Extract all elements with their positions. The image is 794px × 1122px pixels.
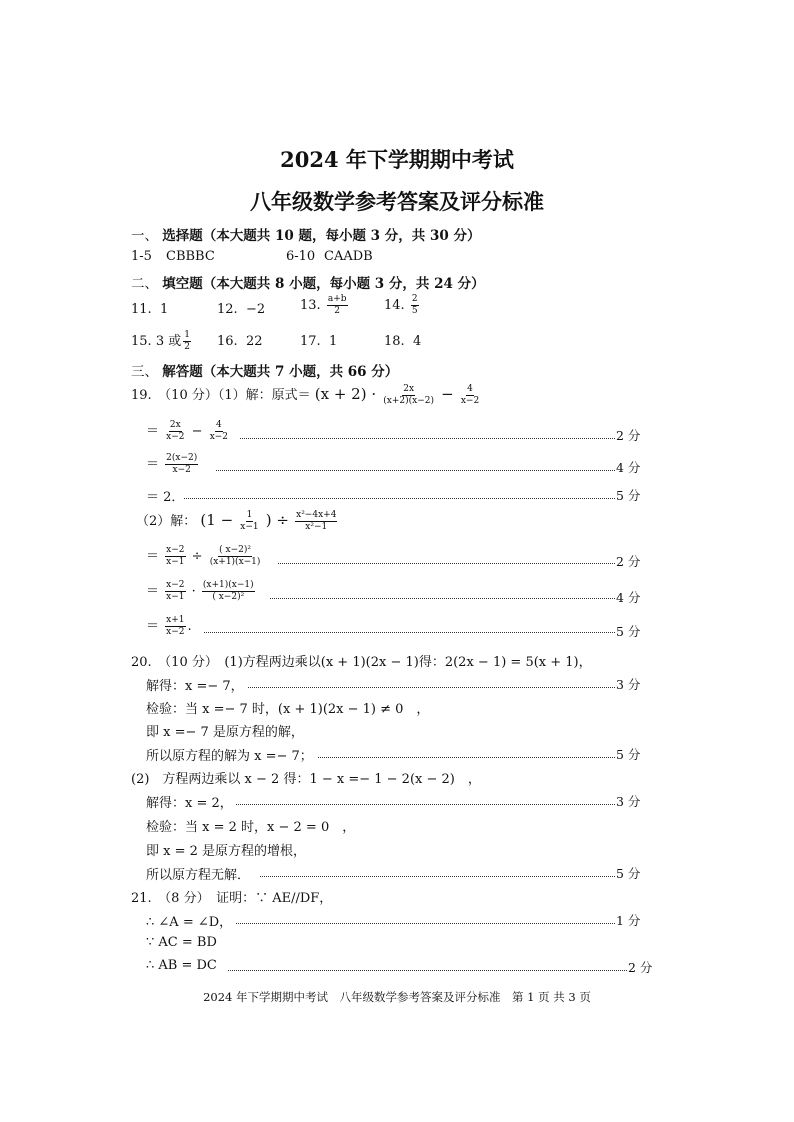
numerator: 2x — [403, 384, 415, 394]
score-leader — [278, 563, 615, 564]
numerator: 4 — [467, 384, 473, 394]
section-note: （本大题共 8 小题，每小题 3 分，共 24 分） — [202, 276, 485, 292]
q19-part2-step1 — [146, 545, 263, 568]
numerator: 2 — [411, 294, 418, 304]
q12-answer: −2 — [245, 302, 266, 317]
denominator: 2 — [334, 306, 341, 316]
q20-line: 所以原方程的解为 x =− 7； — [146, 749, 313, 764]
q17-answer: 1 — [328, 334, 338, 349]
fraction — [239, 510, 259, 533]
fraction — [165, 453, 198, 476]
q16-label: 16. — [217, 334, 238, 349]
section-note: （本大题共 10 题，每小题 3 分，共 30 分） — [202, 228, 481, 244]
section-number: 一、 — [131, 228, 158, 244]
q18 — [384, 334, 421, 349]
denominator: (x+2)(x−2) — [383, 396, 434, 406]
q11-answer: 1 — [159, 302, 169, 317]
fraction — [202, 580, 255, 603]
fraction — [165, 580, 185, 603]
equals-sign: ＝ — [146, 619, 160, 634]
fraction — [209, 420, 229, 443]
score-mark: 5 分 — [616, 747, 641, 762]
section-number: 二、 — [131, 276, 158, 292]
q14-fraction — [411, 294, 419, 317]
score-leader — [260, 876, 615, 877]
q15-label: 15. — [131, 334, 152, 349]
q20-head: 20. （10 分） (1)方程两边乘以(x + 1)(2x − 1)得：2(2x − 1) = 5(x + 1)， — [131, 655, 592, 670]
score-mark: 5 分 — [616, 488, 641, 503]
score-mark: 3 分 — [616, 794, 641, 809]
q14 — [384, 294, 421, 317]
score-mark: 2 分 — [616, 554, 641, 569]
denominator: x−1 — [166, 557, 185, 567]
q19-step3: ＝ 2． — [146, 490, 185, 505]
q19-step2 — [146, 453, 200, 476]
choice-range-1: 1-5 — [131, 249, 152, 264]
q13 — [300, 294, 350, 317]
equals-sign: ＝ — [146, 424, 160, 439]
score-mark: 2 分 — [616, 428, 641, 443]
q21-line: ∵ AC = BD — [146, 935, 217, 950]
q19-label: 19. （10 分）（1）解：原式＝ — [131, 388, 311, 403]
denominator: x−2 — [209, 432, 229, 442]
score-mark: 1 分 — [616, 913, 641, 928]
divide-sign: ÷ — [191, 549, 203, 564]
denominator: 5 — [411, 306, 418, 316]
section-note: （本大题共 7 小题，共 66 分） — [202, 364, 399, 380]
q15-answer-prefix: 3 或 — [155, 334, 182, 349]
denominator: ( x−2)² — [212, 592, 245, 602]
q20-part2: (2) 方程两边乘以 x − 2 得：1 − x =− 1 − 2(x − 2) ， — [131, 772, 481, 787]
numerator: 2x — [169, 420, 181, 430]
fraction — [209, 545, 262, 568]
period: . — [187, 619, 192, 634]
score-leader — [236, 923, 615, 924]
q19-part2-step2 — [146, 580, 257, 603]
section-name: 填空题 — [162, 276, 203, 292]
q18-answer: 4 — [412, 334, 422, 349]
q20-line: 所以原方程无解． — [146, 868, 251, 883]
page-footer: 2024 年下学期期中考试 八年级数学参考答案及评分标准 第 1 页 共 3 页 — [203, 990, 591, 1004]
part-label: （2）解： — [136, 514, 197, 529]
score-leader — [270, 598, 615, 599]
denominator: x²−1 — [305, 522, 328, 532]
q20-line: 检验：当 x =− 7 时，(x + 1)(2x − 1) ≠ 0 ， — [146, 702, 430, 717]
q11 — [131, 302, 168, 317]
q21-head: 21. （8 分） 证明：∵ AE//DF， — [131, 891, 333, 906]
numerator: x²−4x+4 — [296, 510, 337, 520]
q11-label: 11. — [131, 302, 152, 317]
numerator: x−2 — [166, 545, 185, 555]
fraction — [382, 384, 435, 407]
score-mark: 3 分 — [616, 677, 641, 692]
q16 — [217, 334, 263, 349]
numerator: 4 — [215, 420, 222, 430]
q20-line: 即 x = 2 是原方程的增根， — [146, 844, 307, 859]
q13-label: 13. — [300, 298, 321, 313]
q21-line: ∴ AB = DC — [146, 958, 217, 973]
numerator: 2(x−2) — [166, 453, 198, 463]
fraction — [460, 384, 480, 407]
section-fill-heading — [131, 272, 485, 292]
score-leader — [318, 757, 615, 758]
q17 — [300, 334, 337, 349]
q18-label: 18. — [384, 334, 405, 349]
q20-line: 检验：当 x = 2 时，x − 2 = 0 ， — [146, 820, 356, 835]
math-factor: (x + 2) · — [314, 385, 377, 403]
numerator: 1 — [246, 510, 253, 520]
numerator: a+b — [327, 294, 347, 304]
equals-sign: ＝ — [146, 584, 160, 599]
section-name: 解答题 — [162, 364, 203, 380]
q15-fraction — [183, 330, 191, 353]
denominator: x−2 — [166, 627, 185, 637]
denominator: (x+1)(x−1) — [209, 557, 261, 567]
denominator: x−1 — [240, 522, 259, 532]
q19-part1-head — [131, 384, 482, 407]
equals-sign: ＝ — [146, 549, 160, 564]
denominator: x−1 — [166, 592, 185, 602]
math-open: (1 − — [200, 511, 234, 529]
denominator: x−2 — [172, 465, 191, 475]
exam-title: 2024 年下学期期中考试 — [280, 147, 514, 172]
fraction — [165, 545, 185, 568]
score-leader — [216, 470, 615, 471]
q20-line: 解得：x =− 7， — [146, 679, 244, 694]
q19-part2-head — [136, 510, 339, 533]
section-name: 选择题 — [162, 228, 203, 244]
numerator: x+1 — [166, 615, 185, 625]
multiply-sign: · — [191, 584, 196, 599]
numerator: x−2 — [166, 580, 185, 590]
denominator: 2 — [184, 342, 190, 352]
q19-part2-step3 — [146, 615, 192, 638]
fraction — [295, 510, 337, 533]
score-leader — [240, 438, 615, 439]
q21-line: ∴ ∠A = ∠D， — [146, 915, 233, 930]
section-choice-heading — [131, 224, 480, 244]
choice-answers-1: CBBBC — [166, 249, 215, 264]
q13-fraction — [327, 294, 348, 317]
numerator: (x+1)(x−1) — [202, 580, 254, 590]
q20-line: 即 x =− 7 是原方程的解， — [146, 725, 304, 740]
q15 — [131, 330, 193, 353]
q20-line: 解得：x = 2， — [146, 796, 233, 811]
score-mark: 5 分 — [616, 866, 641, 881]
choice-range-2: 6-10 — [286, 249, 316, 264]
score-mark: 2 分 — [628, 960, 653, 975]
section-number: 三、 — [131, 364, 158, 380]
exam-subtitle: 八年级数学参考答案及评分标准 — [250, 189, 544, 214]
numerator: 1 — [184, 330, 190, 340]
q17-label: 17. — [300, 334, 321, 349]
minus-sign: − — [441, 385, 454, 403]
math-close: ) ÷ — [265, 511, 289, 529]
minus-sign: − — [191, 424, 203, 439]
q19-step1 — [146, 420, 231, 443]
denominator: x−2 — [166, 432, 185, 442]
score-leader — [184, 498, 615, 499]
score-mark: 4 分 — [616, 590, 641, 605]
q16-answer: 22 — [245, 334, 263, 349]
choice-answers-2: CAADB — [324, 249, 373, 264]
fraction — [165, 615, 185, 638]
score-mark: 5 分 — [616, 624, 641, 639]
score-leader — [228, 970, 627, 971]
score-leader — [248, 687, 615, 688]
denominator: x−2 — [460, 396, 480, 406]
q12-label: 12. — [217, 302, 238, 317]
section-solve-heading — [131, 360, 398, 380]
q14-label: 14. — [384, 298, 405, 313]
numerator: ( x−2)² — [219, 545, 251, 555]
q12 — [217, 302, 265, 317]
score-mark: 4 分 — [616, 460, 641, 475]
equals-sign: ＝ — [146, 457, 160, 472]
score-leader — [204, 632, 615, 633]
score-leader — [236, 804, 615, 805]
fraction — [165, 420, 185, 443]
